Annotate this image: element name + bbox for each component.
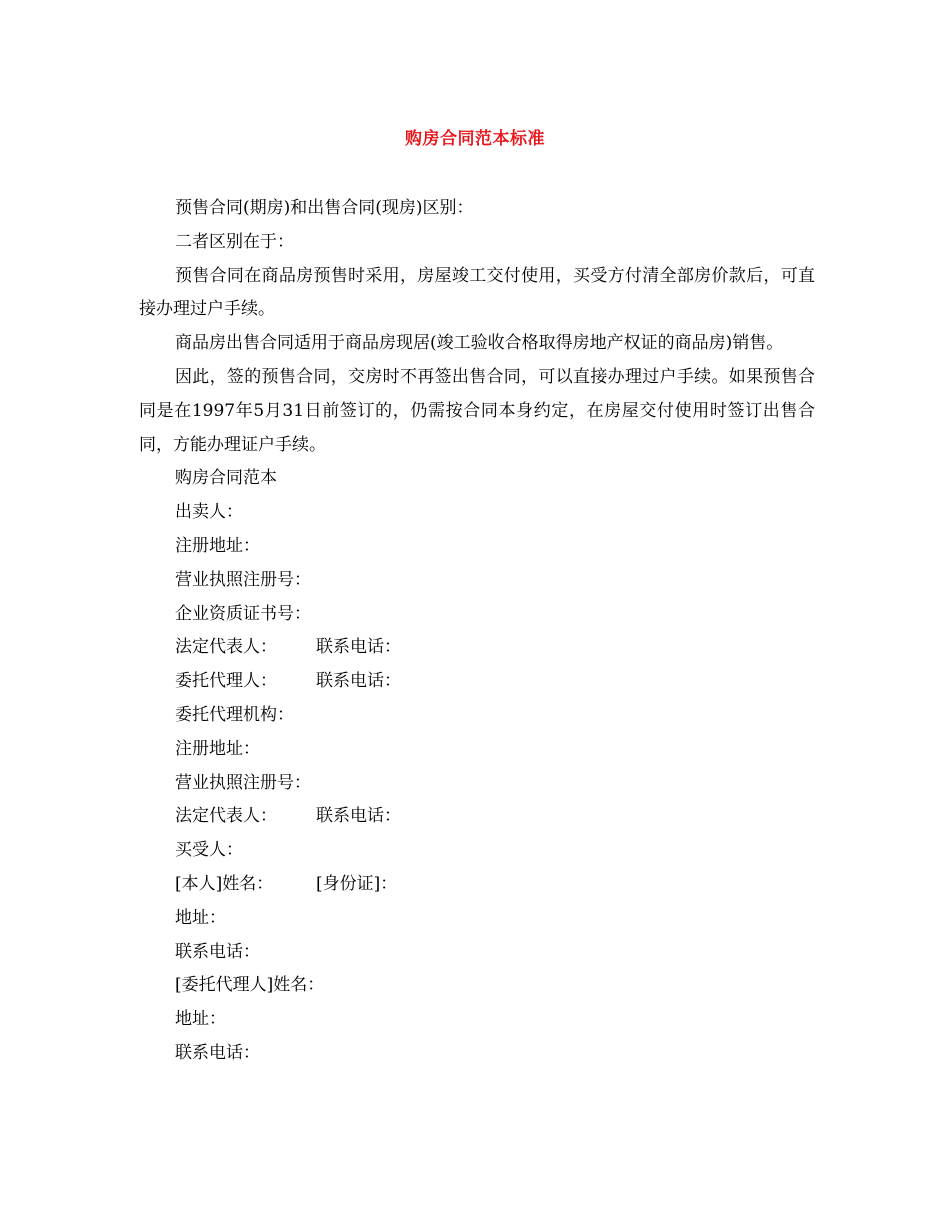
seller-legal-rep-row xyxy=(139,631,815,665)
template-heading: 购房合同范本 xyxy=(175,468,277,489)
document-title: 购房合同范本标准 xyxy=(405,129,545,149)
buyer-label: 买受人： xyxy=(175,840,243,861)
paragraph-presale-contract: 预售合同在商品房预售时采用，房屋竣工交付使用，买受方付清全部房价款后，可直接办理过户手续。 xyxy=(139,265,815,320)
buyer-address: 地址： xyxy=(175,907,226,928)
buyer-agent-name: [委托代理人]姓名： xyxy=(175,975,325,996)
buyer-phone: 联系电话： xyxy=(175,941,260,962)
seller-legal-rep-label: 法定代表人： xyxy=(175,637,277,658)
buyer-self-row xyxy=(139,868,815,902)
buyer-agent-address: 地址： xyxy=(175,1009,226,1030)
agency-legal-rep-label: 法定代表人： xyxy=(175,806,277,827)
agency-label: 委托代理机构： xyxy=(175,704,294,725)
seller-registered-address: 注册地址： xyxy=(175,535,260,556)
agency-license-number: 营业执照注册号： xyxy=(175,772,311,793)
paragraph-sale-contract: 商品房出售合同适用于商品房现居(竣工验收合格取得房地产权证的商品房)销售。 xyxy=(175,333,784,354)
paragraph-difference-intro: 二者区别在于： xyxy=(175,231,294,252)
seller-legal-rep-phone-label: 联系电话： xyxy=(316,637,401,658)
agency-legal-rep-row xyxy=(139,800,815,834)
buyer-agent-phone: 联系电话： xyxy=(175,1042,260,1063)
paragraph-conclusion: 因此，签的预售合同，交房时不再签出售合同，可以直接办理过户手续。如果预售合同是在1997年5月31日前签订的，仍需按合同本身约定，在房屋交付使用时签订出售合同，方能办理证户手续。 xyxy=(139,366,815,455)
seller-agent-label: 委托代理人： xyxy=(175,671,277,692)
seller-agent-row xyxy=(139,665,815,699)
paragraph-difference-heading: 预售合同(期房)和出售合同(现房)区别： xyxy=(175,198,474,218)
seller-license-number: 营业执照注册号： xyxy=(175,569,311,590)
buyer-name-label: [本人]姓名： xyxy=(175,873,274,894)
agency-legal-rep-phone-label: 联系电话： xyxy=(316,806,401,827)
document-body xyxy=(139,192,815,1071)
seller-agent-phone-label: 联系电话： xyxy=(316,671,401,692)
agency-registered-address: 注册地址： xyxy=(175,738,260,759)
buyer-id-label: [身份证]： xyxy=(316,873,398,894)
seller-label: 出卖人： xyxy=(175,502,243,523)
seller-qualification-number: 企业资质证书号： xyxy=(175,603,311,624)
